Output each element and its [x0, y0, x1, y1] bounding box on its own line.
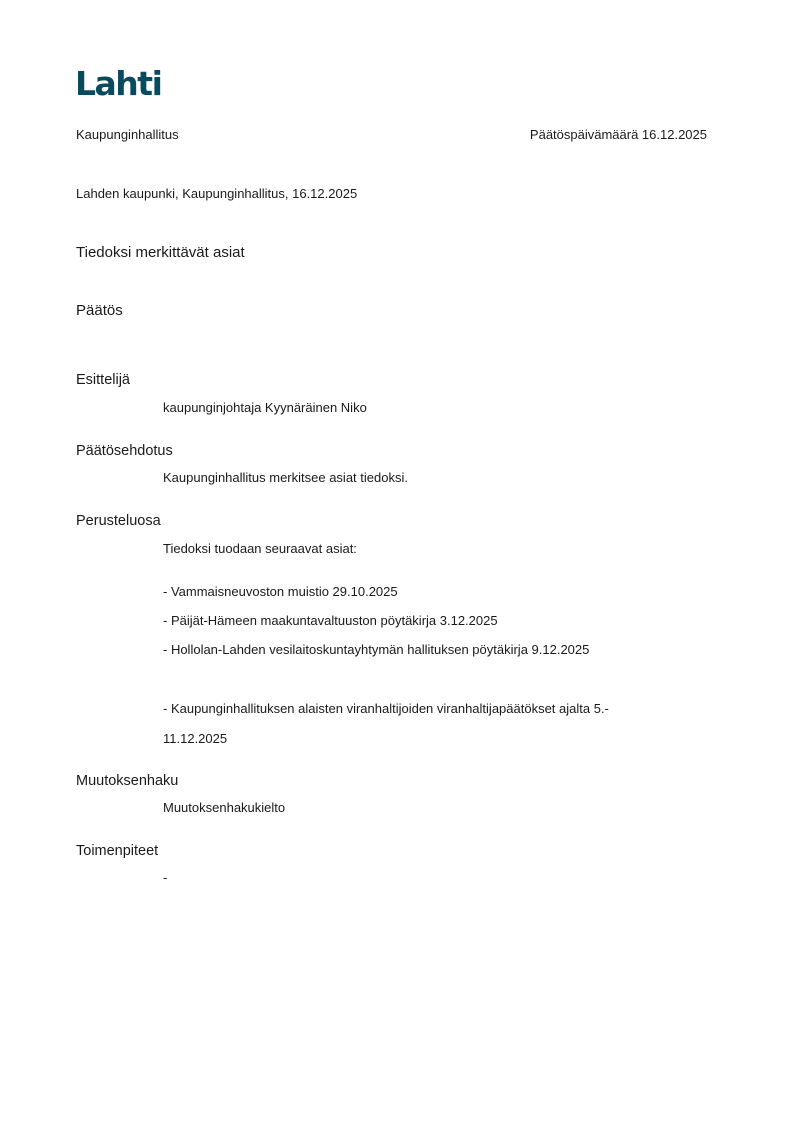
- reasoning-item-continuation: 11.12.2025: [163, 731, 228, 746]
- meta-line: Lahden kaupunki, Kaupunginhallitus, 16.12.2025: [76, 186, 358, 201]
- actions-text: -: [163, 870, 168, 885]
- decision-heading: Päätös: [76, 302, 123, 319]
- presenter-heading: Esittelijä: [76, 372, 130, 388]
- reasoning-item: - Kaupunginhallituksen alaisten viranhaltijoiden viranhaltijapäätökset ajalta 5.-: [163, 701, 609, 716]
- decision-date: Päätöspäivämäärä 16.12.2025: [529, 127, 707, 142]
- lahti-logo-mark: [75, 64, 167, 100]
- appeal-heading: Muutoksenhaku: [76, 773, 179, 789]
- document-title: Tiedoksi merkittävät asiat: [76, 244, 245, 261]
- reasoning-item: - Hollolan-Lahden vesilaitoskuntayhtymän hallituksen pöytäkirja 9.12.2025: [163, 642, 590, 657]
- reasoning-intro: Tiedoksi tuodaan seuraavat asiat:: [163, 541, 357, 556]
- presenter-text: kaupunginjohtaja Kyynäräinen Niko: [163, 400, 367, 415]
- proposal-text: Kaupunginhallitus merkitsee asiat tiedoksi.: [163, 470, 408, 485]
- actions-heading: Toimenpiteet: [76, 843, 159, 859]
- reasoning-item: - Vammaisneuvoston muistio 29.10.2025: [163, 584, 398, 599]
- lahti-logo: [75, 64, 167, 100]
- reasoning-heading: Perusteluosa: [76, 513, 161, 529]
- proposal-heading: Päätösehdotus: [76, 443, 173, 459]
- reasoning-item: - Päijät-Hämeen maakuntavaltuuston pöytäkirja 3.12.2025: [163, 613, 498, 628]
- logo-text: Lahti: [75, 64, 162, 100]
- organ-name: Kaupunginhallitus: [76, 127, 179, 142]
- appeal-text: Muutoksenhakukielto: [163, 800, 286, 815]
